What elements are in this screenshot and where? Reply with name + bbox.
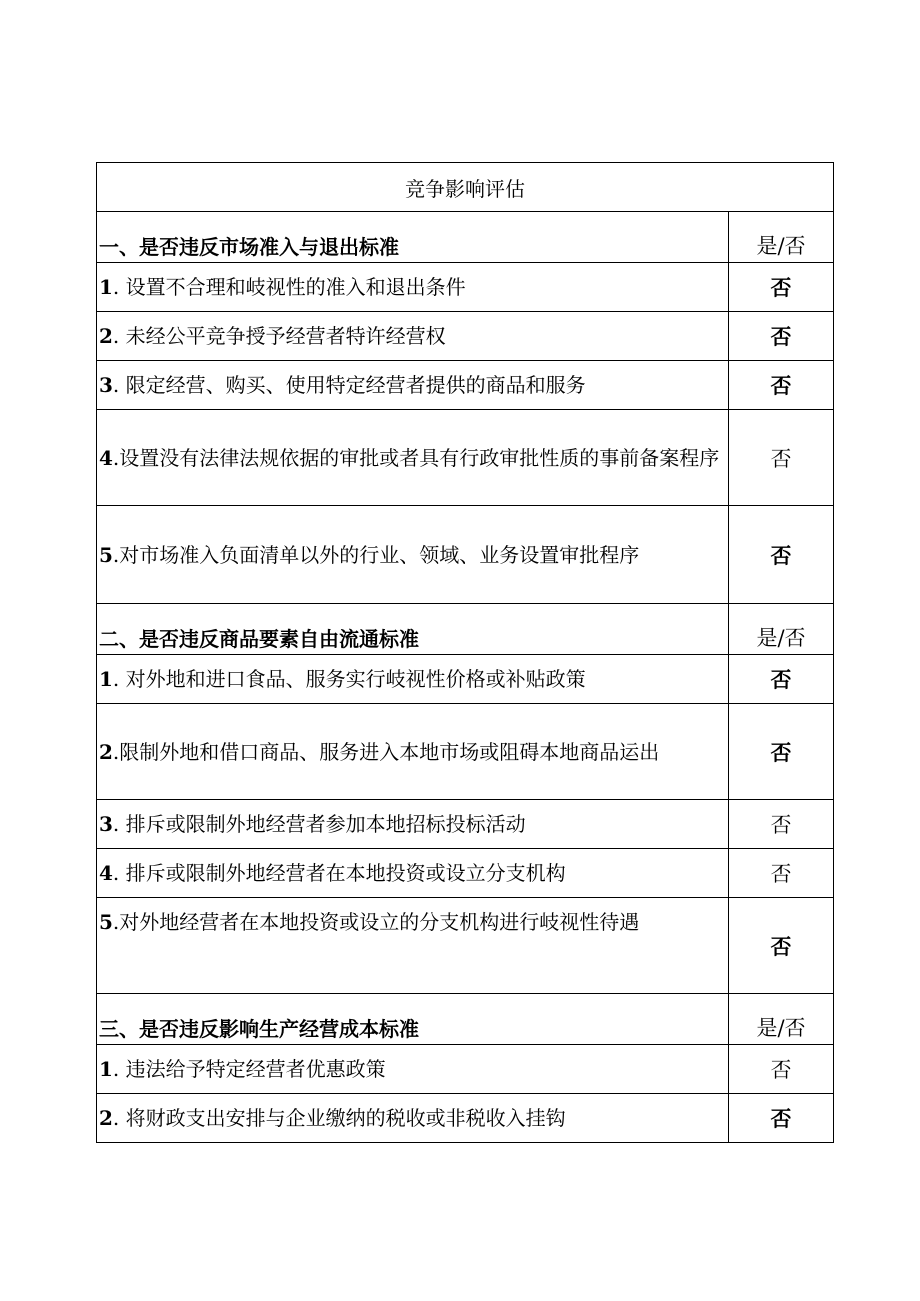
item-answer: 否: [729, 655, 834, 704]
item-label: .限制外地和借口商品、服务进入本地市场或阻碍本地商品运出: [112, 739, 660, 764]
item-text: [97, 506, 729, 604]
item-answer: 否: [729, 506, 834, 604]
table-row: [97, 506, 834, 604]
table-row: [97, 800, 834, 849]
table-row: [97, 898, 834, 994]
item-answer: 否: [729, 263, 834, 312]
item-number: 2: [99, 1106, 113, 1130]
item-number: 2: [99, 324, 113, 348]
item-answer: 否: [729, 1094, 834, 1143]
item-text: [97, 263, 729, 312]
item-number: 1: [99, 1057, 113, 1081]
item-number: 5: [99, 910, 113, 934]
item-answer: 否: [729, 361, 834, 410]
item-label: . 违法给予特定经营者优惠政策: [112, 1057, 386, 1081]
table-row: [97, 1045, 834, 1094]
item-text: [97, 800, 729, 849]
table-row: [97, 312, 834, 361]
item-answer: 否: [729, 800, 834, 849]
item-label: .对外地经营者在本地投资或设立的分支机构进行岐视性待遇: [112, 910, 640, 934]
item-text: [97, 1094, 729, 1143]
section-header-row: [97, 994, 834, 1045]
table-row: [97, 361, 834, 410]
competition-assessment-table: [96, 162, 834, 1143]
answer-header: 是/否: [729, 212, 834, 263]
section-header-row: [97, 212, 834, 263]
answer-header: 是/否: [729, 604, 834, 655]
item-text: [97, 410, 729, 506]
item-answer: 否: [729, 849, 834, 898]
item-text: [97, 1045, 729, 1094]
item-number: 4: [99, 861, 113, 885]
item-answer: 否: [729, 410, 834, 506]
item-label: . 将财政支出安排与企业缴纳的税收或非税收入挂钩: [112, 1106, 566, 1130]
item-answer: 否: [729, 1045, 834, 1094]
item-answer: 否: [729, 898, 834, 994]
item-number: 3: [99, 373, 113, 397]
item-text: [97, 312, 729, 361]
item-label: . 未经公平竞争授予经营者特许经营权: [112, 324, 446, 348]
section-header-row: [97, 604, 834, 655]
item-label: . 限定经营、购买、使用特定经营者提供的商品和服务: [112, 373, 586, 397]
answer-header: 是/否: [729, 994, 834, 1045]
table-row: [97, 263, 834, 312]
section-heading: 二、是否违反商品要素自由流通标准: [97, 604, 729, 655]
item-answer: 否: [729, 312, 834, 361]
item-label: . 对外地和进口食品、服务实行岐视性价格或补贴政策: [112, 667, 586, 691]
table-row: [97, 655, 834, 704]
title-row: [97, 163, 834, 212]
section-heading: 三、是否违反影响生产经营成本标准: [97, 994, 729, 1045]
table-title: 竞争影响评估: [97, 163, 834, 212]
item-text: [97, 655, 729, 704]
item-number: 5: [99, 542, 113, 567]
item-text: [97, 704, 729, 800]
item-text: [97, 898, 729, 994]
item-label: . 设置不合理和岐视性的准入和退出条件: [112, 275, 466, 299]
section-heading: 一、是否违反市场准入与退出标准: [97, 212, 729, 263]
table-row: [97, 849, 834, 898]
item-number: 1: [99, 275, 113, 299]
item-number: 2: [99, 739, 113, 764]
table-row: [97, 1094, 834, 1143]
item-text: [97, 849, 729, 898]
table-row: [97, 704, 834, 800]
table-row: [97, 410, 834, 506]
item-number: 1: [99, 667, 113, 691]
item-label: .设置没有法律法规依据的审批或者具有行政审批性质的事前备案程序: [112, 445, 720, 470]
item-label: .对市场准入负面清单以外的行业、领域、业务设置审批程序: [112, 542, 640, 567]
item-label: . 排斥或限制外地经营者参加本地招标投标活动: [112, 812, 526, 836]
item-number: 3: [99, 812, 113, 836]
item-text: [97, 361, 729, 410]
item-answer: 否: [729, 704, 834, 800]
item-number: 4: [99, 445, 113, 470]
item-label: . 排斥或限制外地经营者在本地投资或设立分支机构: [112, 861, 566, 885]
